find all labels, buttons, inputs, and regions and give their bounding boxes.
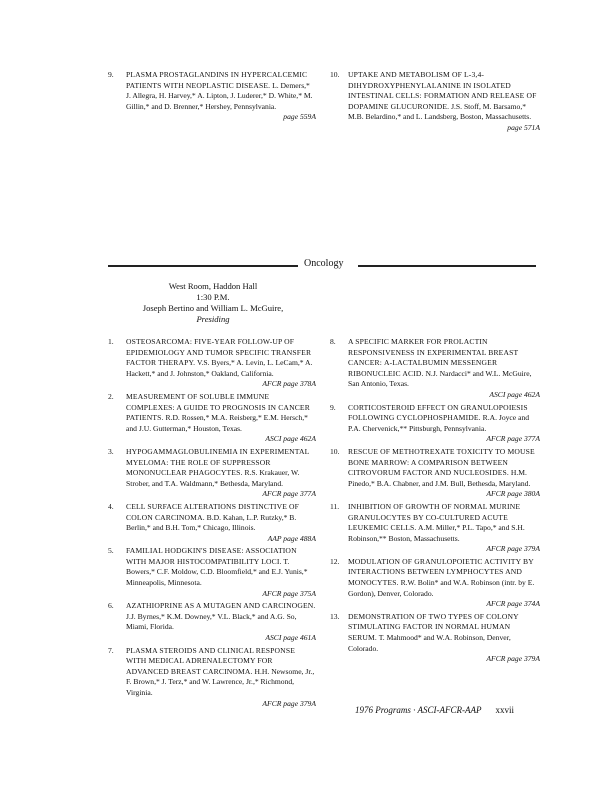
entry-number: 8. xyxy=(330,337,336,346)
entry-authors: R.S. Krakauer, W. Strober, and T.A. Waldmann,* Bethesda, Maryland. xyxy=(126,468,300,488)
entry-page: AFCR page 377A xyxy=(486,434,540,444)
entry-page: ASCI page 462A xyxy=(489,389,540,399)
entry-authors: A.M. Miller,* P.L. Tapo,* and S.H. Robinson,** Boston, Massachusetts. xyxy=(348,523,525,543)
entry-title: FAMILIAL HODGKIN'S DISEASE: ASSOCIATION WITH MAJOR HISTOCOMPATIBILITY LOCI. xyxy=(126,546,297,566)
entry-authors: H.H. Newsome, Jr., F. Brown,* J. Terz,* and W. Lawrence, Jr.,* Richmond, Virginia. xyxy=(126,666,315,697)
entry-page: AFCR page 374A xyxy=(486,599,540,609)
entry-number: 10. xyxy=(330,70,340,79)
program-entry xyxy=(108,447,316,500)
entry-number: 3. xyxy=(108,446,114,456)
page-footer xyxy=(355,705,514,715)
entry-number: 1. xyxy=(108,337,114,346)
entry-page: AFCR page 380A xyxy=(486,489,540,499)
entry-number: 5. xyxy=(108,546,114,556)
entry-page: AFCR page 379A xyxy=(486,654,540,664)
section-divider xyxy=(108,258,536,272)
session-role: Presiding xyxy=(196,314,230,324)
entry-title: RESCUE OF METHOTREXATE TOXICITY TO MOUSE BONE MARROW: A COMPARISON BETWEEN CITROVORUM FACTOR AND NUCLEOSIDES. xyxy=(348,446,535,478)
entry-authors: T. Mahmood* and W.A. Robinson, Denver, Colorado. xyxy=(348,633,511,653)
program-entry xyxy=(330,447,540,500)
left-column xyxy=(108,337,316,711)
entry-authors: R.W. Bolin* and W.A. Robinson (intr. by E. Gordon), Denver, Colorado. xyxy=(348,578,535,598)
entry-page: AFCR page 375A xyxy=(262,588,316,598)
entry-title: MEASUREMENT OF SOLUBLE IMMUNE COMPLEXES: A GUIDE TO PROGNOSIS IN CANCER PATIENTS. xyxy=(126,391,310,423)
program-entry xyxy=(108,646,316,710)
session-room: West Room, Haddon Hall xyxy=(168,281,258,291)
entry-page: page 571A xyxy=(507,122,540,132)
program-entry xyxy=(108,546,316,599)
program-entry xyxy=(330,70,540,134)
entry-authors: B.D. Kahan, L.P. Rutzky,* B. Berlin,* and B.H. Tom,* Chicago, Illinois. xyxy=(126,512,297,533)
entry-page: ASCI page 462A xyxy=(265,434,316,444)
entry-authors: L. Demers,* J. Allegra, H. Harvey,* A. Lipton, J. Luderer,* D. White,* M. Gillin,* and D. Brenner,* Hershey, Pennsylvania. xyxy=(126,80,313,111)
session-info xyxy=(108,281,318,325)
entry-authors: N.J. Nardacci* and W.L. McGuire, San Antonio, Texas. xyxy=(348,368,532,389)
entry-page: AFCR page 379A xyxy=(486,544,540,554)
entry-authors: T. Bowers,* C.F. Moldow, C.D. Bloomfield,* and E.J. Yunis,* Minneapolis, Minnesota. xyxy=(126,556,308,588)
entry-authors: J.J. Byrnes,* K.M. Downey,* V.L. Black,* and A.G. So, Miami, Florida. xyxy=(126,611,297,632)
entry-authors: R.D. Rossen,* M.A. Reisberg,* E.M. Hersch,* and J.U. Gutterman,* Houston, Texas. xyxy=(126,413,308,433)
entry-number: 6. xyxy=(108,601,114,611)
session-time: 1:30 P.M. xyxy=(196,292,230,302)
entry-number: 9. xyxy=(108,70,114,79)
entry-page: AFCR page 377A xyxy=(262,489,316,499)
program-entry xyxy=(330,337,540,401)
entry-title: DEMONSTRATION OF TWO TYPES OF COLONY STIMULATING FACTOR IN NORMAL HUMAN SERUM. xyxy=(348,611,519,643)
entry-page: AAP page 488A xyxy=(267,533,316,543)
entry-authors: H.M. Pinedo,* B.A. Chabner, and J.M. Bull, Bethesda, Maryland. xyxy=(348,468,531,488)
entry-title: CELL SURFACE ALTERATIONS DISTINCTIVE OF COLON CARCINOMA. xyxy=(126,501,300,522)
right-column xyxy=(330,337,540,667)
divider-rule-left xyxy=(108,265,298,267)
program-entry xyxy=(330,403,540,445)
entry-page: page 559A xyxy=(283,112,316,122)
entry-number: 13. xyxy=(330,611,340,621)
entry-title: AZATHIOPRINE AS A MUTAGEN AND CARCINOGEN. xyxy=(126,601,316,611)
program-entry xyxy=(330,502,540,555)
divider-rule-right xyxy=(358,265,536,267)
entry-title: UPTAKE AND METABOLISM OF L-3,4-DIHYDROXYPHENYLALANINE IN ISOLATED INTESTINAL CELLS: FORMATION AND RELEASE OF DOPAMINE GLUCURONIDE. xyxy=(348,70,537,111)
section-title: Oncology xyxy=(301,258,346,269)
entry-number: 10. xyxy=(330,446,340,456)
entry-number: 7. xyxy=(108,645,114,655)
entry-number: 11. xyxy=(330,501,340,511)
entry-title: PLASMA PROSTAGLANDINS IN HYPERCALCEMIC PATIENTS WITH NEOPLASTIC DISEASE. xyxy=(126,70,308,90)
entry-number: 12. xyxy=(330,556,340,566)
entry-title: A SPECIFIC MARKER FOR PROLACTIN RESPONSIVENESS IN EXPERIMENTAL BREAST CANCER: Α-LACTALBUMIN MESSENGER RIBONUCLEIC ACID. xyxy=(348,337,519,378)
entry-number: 4. xyxy=(108,501,114,511)
program-entry xyxy=(108,502,316,544)
entry-page: ASCI page 461A xyxy=(265,633,316,643)
entry-title: MODULATION OF GRANULOPOIETIC ACTIVITY BY INTERACTIONS BETWEEN LYMPHOCYTES AND MONOCYTES. xyxy=(348,556,534,588)
session-chairs: Joseph Bertino and William L. McGuire, xyxy=(142,303,284,313)
entry-authors: J.S. Stoff, M. Barsamo,* M.B. Belardino,* and L. Landsberg, Boston, Massachusetts. xyxy=(348,101,532,122)
program-entry xyxy=(330,612,540,665)
top-left-column xyxy=(108,70,316,125)
program-entry xyxy=(108,601,316,643)
entry-number: 9. xyxy=(330,402,336,412)
entry-page: AFCR page 378A xyxy=(262,379,316,389)
entry-title: OSTEOSARCOMA: FIVE-YEAR FOLLOW-UP OF EPIDEMIOLOGY AND TUMOR SPECIFIC TRANSFER FACTOR THERAPY. xyxy=(126,337,312,368)
entry-title: CORTICOSTEROID EFFECT ON GRANULOPOIESIS FOLLOWING CYCLOPHOSPHAMIDE. xyxy=(348,402,528,423)
program-entry xyxy=(330,557,540,610)
footer-text: 1976 Programs · ASCI-AFCR-AAP xyxy=(355,705,482,715)
entry-number: 2. xyxy=(108,391,114,401)
entry-title: INHIBITION OF GROWTH OF NORMAL MURINE GRANULOCYTES BY CO-CULTURED ACUTE LEUKEMIC CELLS. xyxy=(348,501,521,533)
program-entry xyxy=(108,337,316,390)
entry-title: HYPOGAMMAGLOBULINEMIA IN EXPERIMENTAL MYELOMA: THE ROLE OF SUPPRESSOR MONONUCLEAR PHAGOCYTES. xyxy=(126,446,310,478)
entry-authors: V.S. Byers,* A. Levin, L. LeCam,* A. Hackett,* and J. Johnston,* Oakland, California. xyxy=(126,358,313,378)
program-entry xyxy=(108,70,316,123)
entry-title: PLASMA STEROIDS AND CLINICAL RESPONSE WITH MEDICAL ADRENALECTOMY FOR ADVANCED BREAST CARCINOMA. xyxy=(126,645,295,676)
page-number: xxvii xyxy=(495,705,515,715)
entry-authors: R.A. Joyce and P.A. Chervenick,** Pittsburgh, Pennsylvania. xyxy=(348,413,530,433)
program-entry xyxy=(108,392,316,445)
top-right-column xyxy=(330,70,540,136)
entry-page: AFCR page 379A xyxy=(262,698,316,708)
